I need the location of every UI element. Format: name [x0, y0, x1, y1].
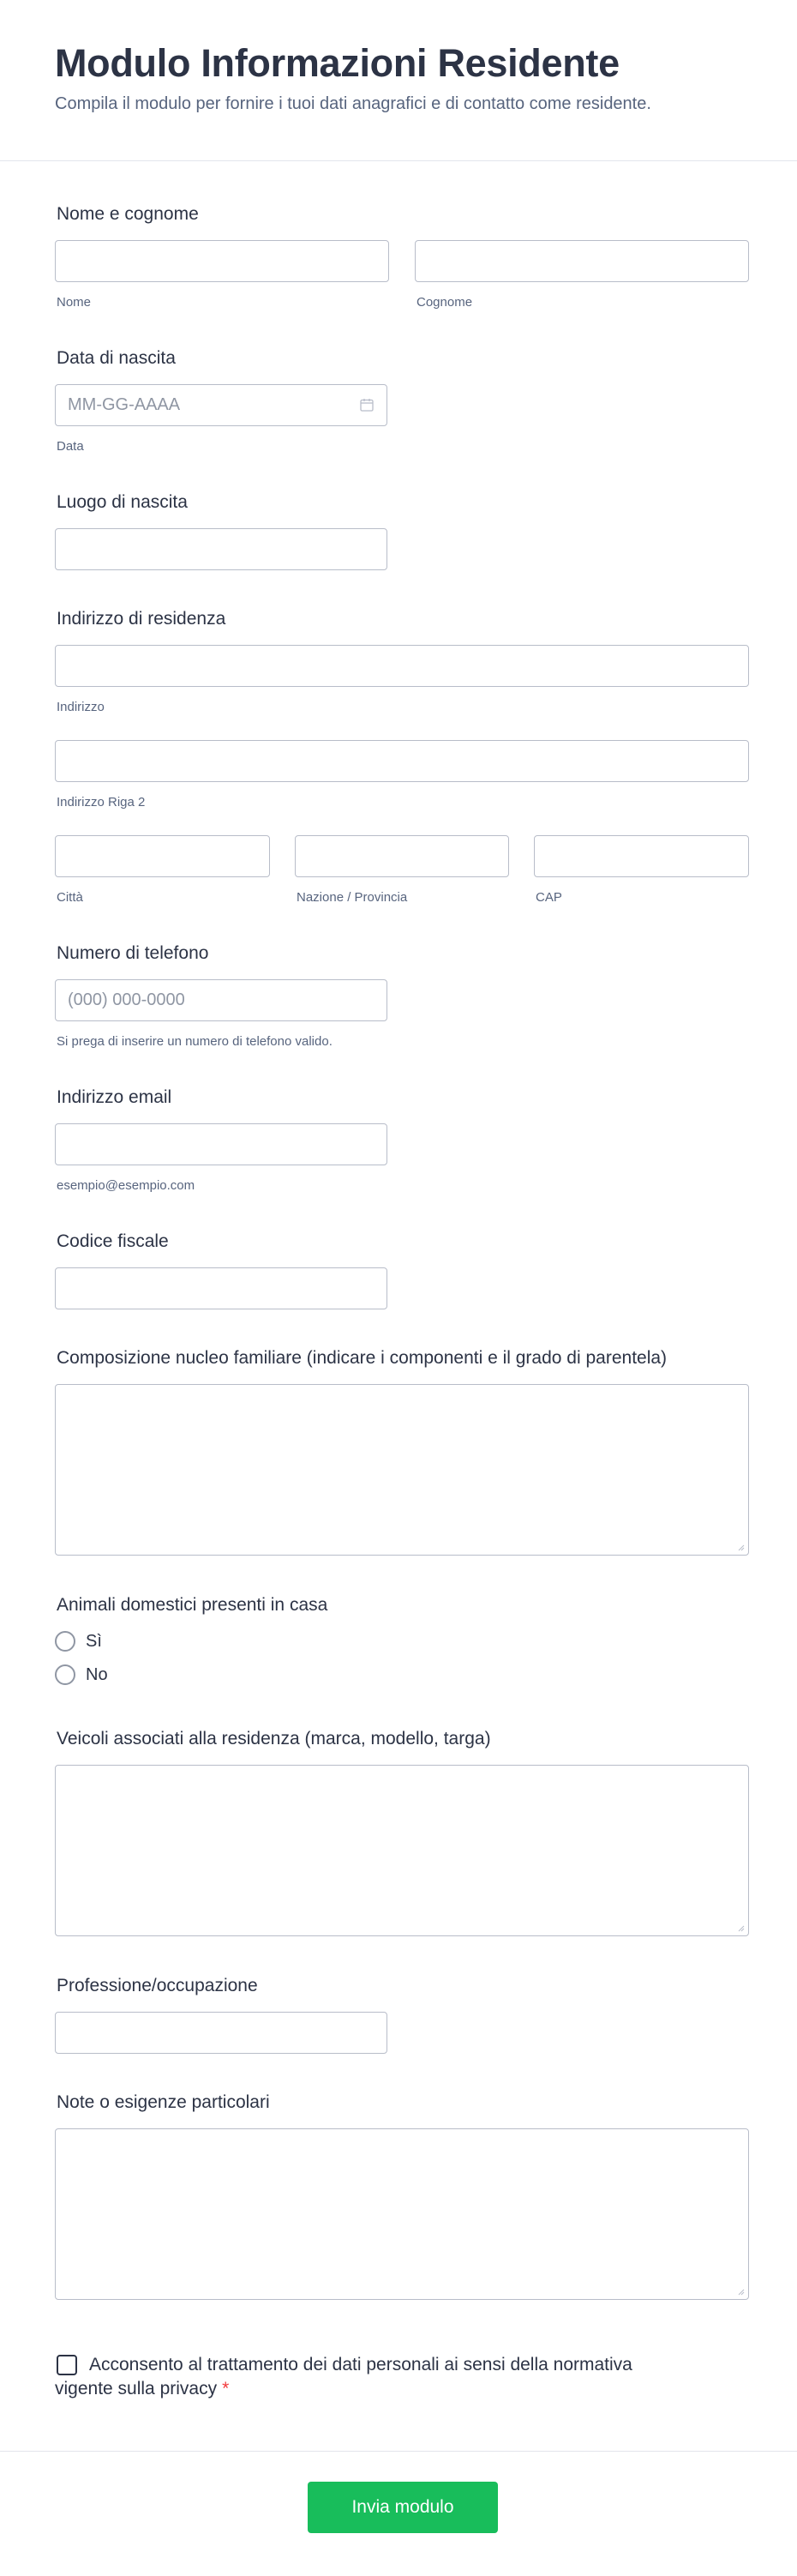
phone-placeholder: (000) 000-0000 — [68, 990, 185, 1009]
household-textarea[interactable] — [55, 1384, 749, 1556]
birth-place-input[interactable] — [55, 528, 387, 570]
city-input[interactable] — [55, 835, 270, 877]
radio-no-label: No — [86, 1664, 108, 1684]
footer-divider — [0, 2451, 797, 2452]
zip-sublabel: CAP — [536, 890, 562, 905]
form-title: Modulo Informazioni Residente — [55, 41, 620, 85]
resize-handle-icon[interactable] — [738, 2289, 745, 2296]
profession-label: Professione/occupazione — [57, 1976, 258, 1995]
first-name-sublabel: Nome — [57, 295, 92, 310]
address-line1-input[interactable] — [55, 645, 749, 687]
email-input[interactable] — [55, 1123, 387, 1165]
email-sublabel: esempio@esempio.com — [57, 1178, 195, 1193]
form-subtitle: Compila il modulo per fornire i tuoi dati anagrafici e di contatto come residente. — [55, 94, 651, 113]
form-header — [0, 0, 797, 161]
phone-input[interactable] — [55, 979, 387, 1021]
radio-no[interactable] — [55, 1664, 75, 1685]
household-label: Composizione nucleo familiare (indicare i componenti e il grado di parentela) — [57, 1348, 668, 1368]
pets-option-no[interactable] — [55, 1664, 108, 1685]
notes-textarea[interactable] — [55, 2128, 749, 2300]
last-name-input[interactable] — [415, 240, 749, 282]
birth-place-label: Luogo di nascita — [57, 492, 188, 512]
radio-yes-label: Sì — [86, 1631, 102, 1651]
birth-date-sublabel: Data — [57, 439, 84, 454]
zip-input[interactable] — [534, 835, 749, 877]
submit-button[interactable]: Invia modulo — [308, 2482, 498, 2533]
phone-sublabel: Si prega di inserire un numero di telefono valido. — [57, 1034, 333, 1049]
address-line1-sublabel: Indirizzo — [57, 700, 105, 714]
birth-date-input[interactable] — [55, 384, 387, 426]
tax-code-label: Codice fiscale — [57, 1231, 169, 1251]
consent-label: Acconsento al trattamento dei dati personali ai sensi della normativa vigente sulla privacy — [55, 2355, 632, 2398]
full-name-label: Nome e cognome — [57, 204, 199, 224]
calendar-icon[interactable] — [359, 397, 375, 412]
address-line2-sublabel: Indirizzo Riga 2 — [57, 795, 146, 810]
resize-handle-icon[interactable] — [738, 1925, 745, 1932]
vehicles-textarea[interactable] — [55, 1765, 749, 1936]
notes-label: Note o esigenze particolari — [57, 2092, 270, 2112]
birth-date-label: Data di nascita — [57, 348, 176, 368]
birth-date-placeholder: MM-GG-AAAA — [68, 395, 181, 414]
address-line2-input[interactable] — [55, 740, 749, 782]
state-input[interactable] — [295, 835, 509, 877]
pets-label: Animali domestici presenti in casa — [57, 1595, 328, 1615]
email-label: Indirizzo email — [57, 1087, 172, 1107]
consent-text-block — [55, 2353, 655, 2401]
vehicles-label: Veicoli associati alla residenza (marca, modello, targa) — [57, 1729, 491, 1748]
first-name-input[interactable] — [55, 240, 389, 282]
profession-input[interactable] — [55, 2012, 387, 2054]
city-sublabel: Città — [57, 890, 83, 905]
phone-label: Numero di telefono — [57, 943, 209, 963]
tax-code-input[interactable] — [55, 1267, 387, 1309]
required-mark: * — [222, 2379, 230, 2398]
resize-handle-icon[interactable] — [738, 1544, 745, 1551]
address-label: Indirizzo di residenza — [57, 609, 226, 629]
pets-option-yes[interactable] — [55, 1631, 102, 1652]
state-sublabel: Nazione / Provincia — [297, 890, 408, 905]
last-name-sublabel: Cognome — [416, 295, 473, 310]
radio-yes[interactable] — [55, 1631, 75, 1652]
